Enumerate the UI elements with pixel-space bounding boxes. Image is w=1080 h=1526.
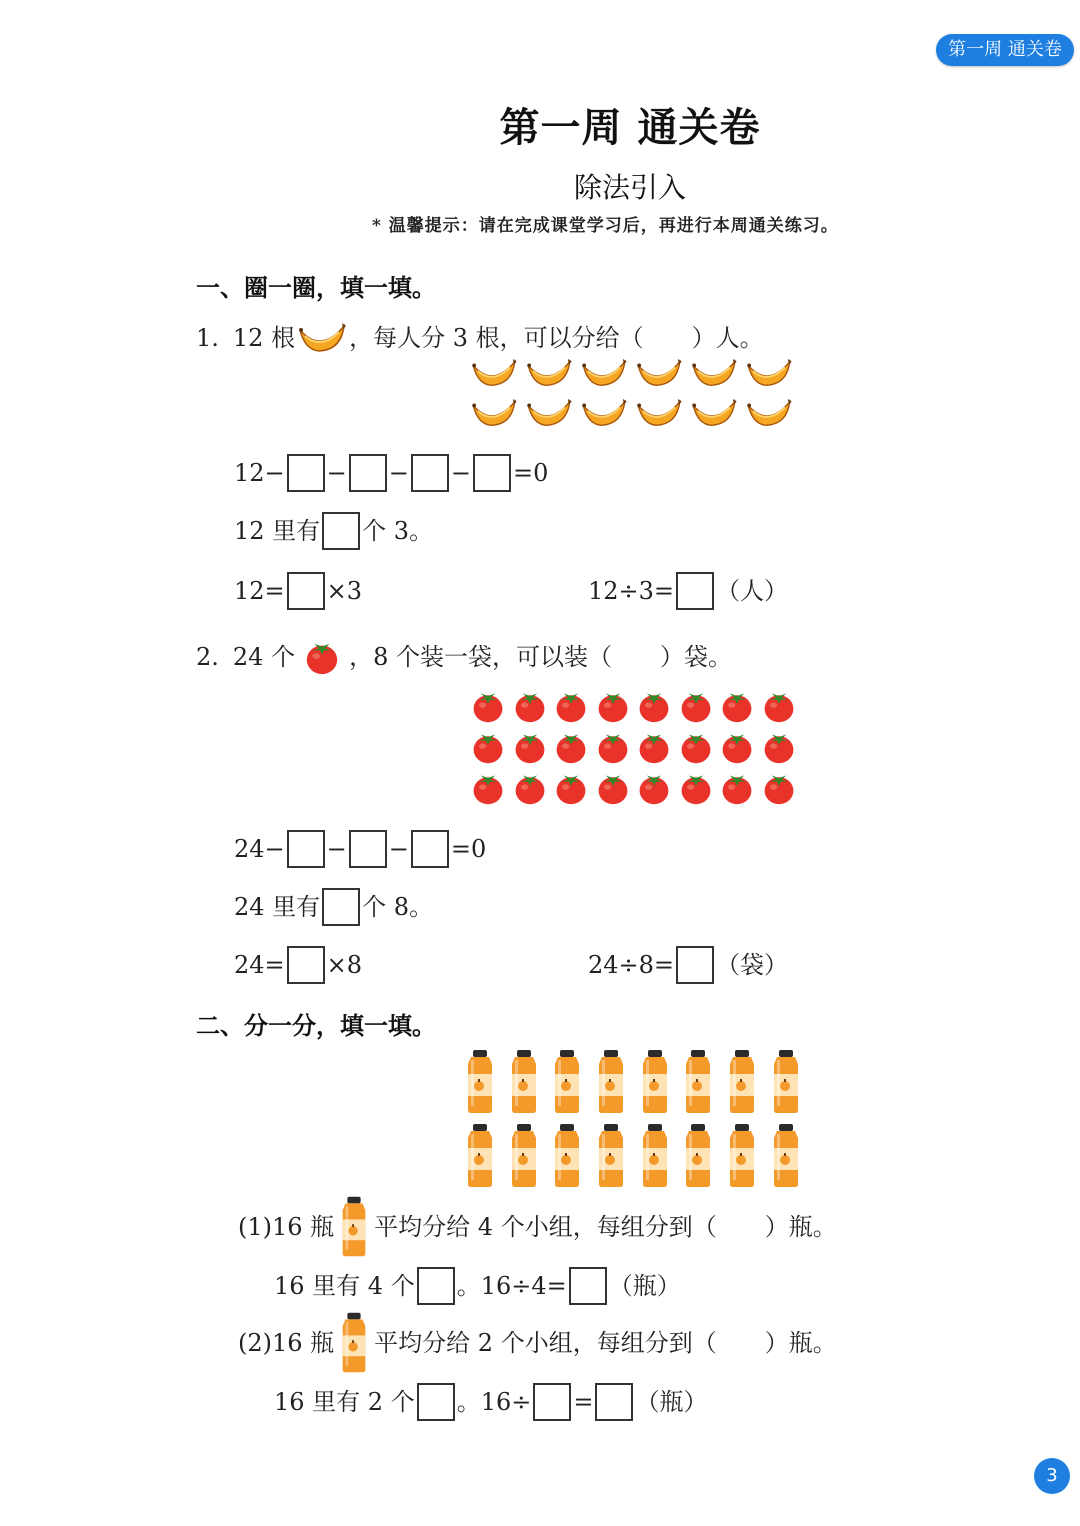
q2-equation-subtract [234,829,486,869]
eq-text: （瓶） [635,1388,708,1416]
banana-icon [525,356,573,390]
p1-pre: (1)16 瓶 [238,1213,335,1241]
page-title: 第一周 通关卷 [499,105,761,151]
tip-text: * 温馨提示：请在完成课堂学习后，再进行本周通关练习。 [372,216,839,236]
tomato-icon [595,688,631,724]
tomato-group [470,688,802,806]
answer-box[interactable] [287,572,325,610]
eq-text: ×8 [326,951,363,979]
banana-group [470,356,800,430]
bottle-group [462,1050,812,1188]
answer-box[interactable] [533,1383,571,1421]
tomato-icon [678,770,714,806]
section1-heading: 一、圈一圈，填一填。 [196,273,436,302]
juice-bottle-icon [637,1124,673,1188]
eq-text: 12÷3= [588,577,675,605]
eq-text: − [326,459,347,487]
eq-text: =0 [450,835,487,863]
eq-text: 16 里有 2 个 [274,1388,415,1416]
answer-box[interactable] [287,830,325,868]
banana-icon [635,396,683,430]
q1-equation-subtract [234,453,548,493]
tomato-icon [553,729,589,765]
juice-bottle-icon [637,1050,673,1114]
eq-text: （人） [716,577,789,605]
eq-text: 。16÷4= [456,1272,567,1300]
eq-text: （袋） [716,951,789,979]
q2-divide [588,945,788,985]
tomato-icon [636,688,672,724]
p1-equation [274,1266,681,1306]
eq-text: 12= [234,577,285,605]
answer-box[interactable] [349,454,387,492]
p1-prompt [238,1194,837,1260]
tomato-icon [678,688,714,724]
juice-bottle-icon [462,1050,498,1114]
answer-box[interactable] [322,512,360,550]
juice-bottle-icon [724,1124,760,1188]
juice-bottle-icon [462,1124,498,1188]
eq-text: （瓶） [608,1272,681,1300]
header-tag: 第一周 通关卷 [936,34,1074,66]
tomato-icon [595,729,631,765]
q2-post: ，8 个装一袋，可以装（ ）袋。 [349,643,732,671]
q2-multiply [234,945,362,985]
page-subtitle: 除法引入 [573,171,686,204]
q1-prompt [196,318,764,358]
eq-text: 24− [234,835,285,863]
q1-contains [234,511,433,551]
eq-text: 24÷8= [588,951,675,979]
eq-text: 12 里有 [234,517,321,545]
banana-icon [635,356,683,390]
juice-bottle-icon [549,1124,585,1188]
tomato-icon [636,770,672,806]
banana-icon [745,356,793,390]
tomato-icon [761,729,797,765]
q2-contains [234,887,433,927]
juice-bottle-icon [337,1196,371,1258]
tomato-icon [303,638,341,676]
banana-icon [470,356,518,390]
tomato-icon [719,729,755,765]
eq-text: 。16÷ [456,1388,532,1416]
p2-pre: (2)16 瓶 [238,1329,335,1357]
eq-text: 12− [234,459,285,487]
juice-bottle-icon [680,1050,716,1114]
eq-text: − [326,835,347,863]
banana-icon [690,356,738,390]
p2-equation [274,1382,707,1422]
banana-icon [580,356,628,390]
tomato-icon [470,688,506,724]
eq-text: 24= [234,951,285,979]
eq-text: 个 8。 [362,893,434,921]
p2-prompt [238,1310,837,1376]
juice-bottle-icon [768,1124,804,1188]
answer-box[interactable] [287,946,325,984]
answer-box[interactable] [676,572,714,610]
q1-multiply [234,571,362,611]
answer-box[interactable] [411,454,449,492]
banana-icon [470,396,518,430]
eq-text: = [573,1388,594,1416]
q2-number: 2. [196,643,219,671]
eq-text: ×3 [326,577,363,605]
eq-text: − [388,835,409,863]
tomato-icon [595,770,631,806]
juice-bottle-icon [593,1124,629,1188]
answer-box[interactable] [322,888,360,926]
juice-bottle-icon [768,1050,804,1114]
p2-post: 平均分给 2 个小组，每组分到（ ）瓶。 [374,1329,837,1357]
eq-text: 24 里有 [234,893,321,921]
q1-pre: 12 根 [232,324,296,352]
juice-bottle-icon [724,1050,760,1114]
juice-bottle-icon [506,1050,542,1114]
tomato-icon [512,770,548,806]
answer-box[interactable] [676,946,714,984]
q1-divide [588,571,788,611]
section2-heading: 二、分一分，填一填。 [196,1011,436,1040]
banana-icon [525,396,573,430]
answer-box[interactable] [417,1383,455,1421]
banana-icon [745,396,793,430]
banana-icon [580,396,628,430]
tomato-icon [553,688,589,724]
tomato-icon [470,729,506,765]
juice-bottle-icon [549,1050,585,1114]
answer-box[interactable] [417,1267,455,1305]
eq-text: 个 3。 [362,517,434,545]
tomato-icon [512,688,548,724]
answer-box[interactable] [411,830,449,868]
answer-box[interactable] [349,830,387,868]
eq-text: 16 里有 4 个 [274,1272,415,1300]
q1-post: ，每人分 3 根，可以分给（ ）人。 [349,324,764,352]
answer-box[interactable] [287,454,325,492]
eq-text: − [450,459,471,487]
juice-bottle-icon [593,1050,629,1114]
juice-bottle-icon [506,1124,542,1188]
tomato-icon [719,770,755,806]
tomato-icon [761,688,797,724]
tomato-icon [761,770,797,806]
answer-box[interactable] [569,1267,607,1305]
tomato-icon [636,729,672,765]
banana-icon [690,396,738,430]
juice-bottle-icon [337,1312,371,1374]
tomato-icon [512,729,548,765]
answer-box[interactable] [595,1383,633,1421]
q2-prompt [196,637,732,677]
p1-post: 平均分给 4 个小组，每组分到（ ）瓶。 [374,1213,837,1241]
tomato-icon [553,770,589,806]
juice-bottle-icon [680,1124,716,1188]
q1-number: 1. [196,324,219,352]
tomato-icon [470,770,506,806]
q2-pre: 24 个 [232,643,296,671]
page-number: 3 [1034,1458,1070,1494]
tomato-icon [719,688,755,724]
eq-text: =0 [512,459,549,487]
banana-icon [297,320,347,356]
tomato-icon [678,729,714,765]
eq-text: − [388,459,409,487]
answer-box[interactable] [473,454,511,492]
